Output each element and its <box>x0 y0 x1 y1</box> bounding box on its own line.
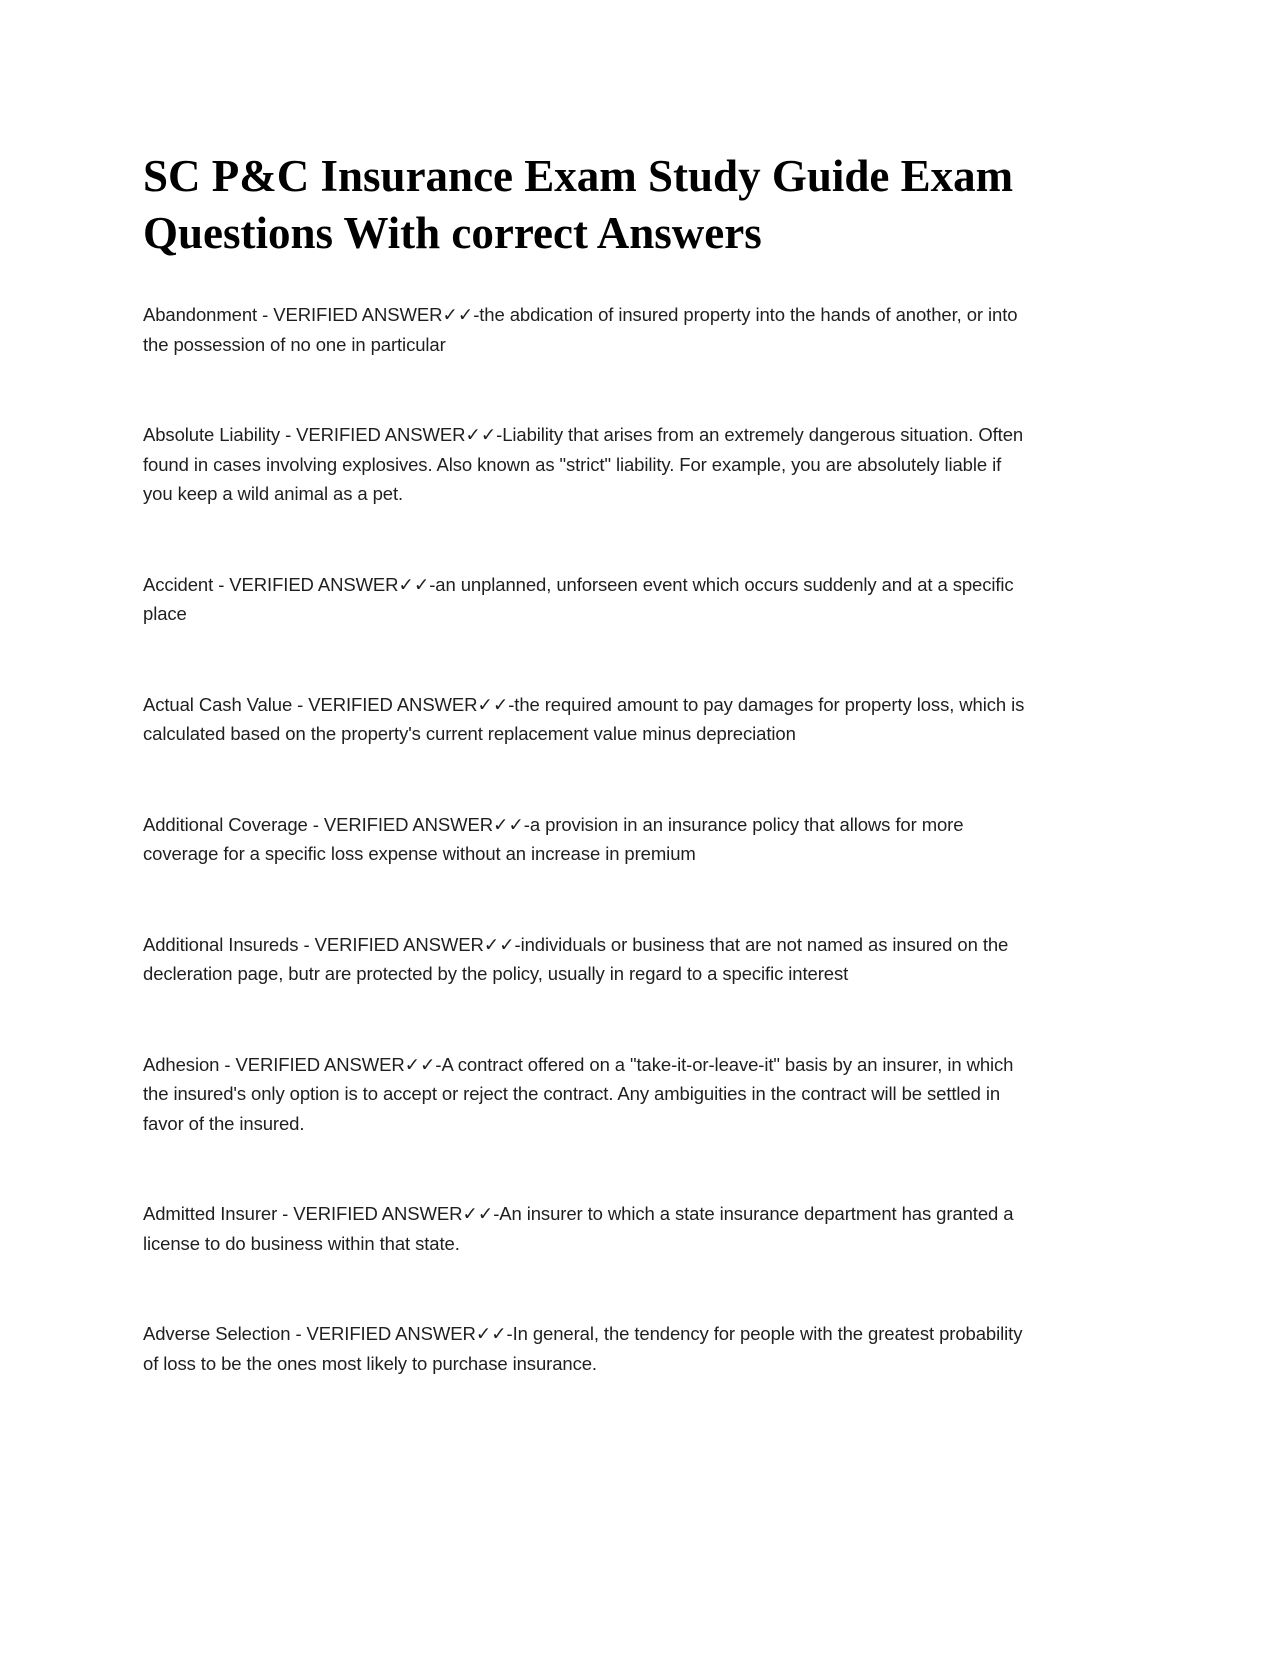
definition-text: the required amount to pay damages for property loss, which is calculated based on the property's current replacement value minus depreciation <box>143 693 1030 744</box>
definition-entry <box>143 1319 1033 1378</box>
verified-answer-marker: - VERIFIED ANSWER✓✓- <box>290 1323 513 1344</box>
definitions-list <box>143 300 1033 1378</box>
verified-answer-marker: - VERIFIED ANSWER✓✓- <box>292 693 515 715</box>
definition-text: the abdication of insured property into the hands of another, or into the possession of no one in particular <box>143 304 1023 355</box>
definition-text: individuals or business that are not named as insured on the decleration page, butr are protected by the policy, usually in regard to a specific interest <box>143 933 1014 984</box>
term-text: Accident <box>143 573 214 595</box>
definition-entry <box>143 930 1033 989</box>
definition-entry <box>143 420 1033 509</box>
verified-answer-marker: - VERIFIED ANSWER✓✓- <box>213 573 436 595</box>
definition-entry <box>143 810 1033 869</box>
definition-text: a provision in an insurance policy that allows for more coverage for a specific loss expense without an increase in premium <box>143 813 969 864</box>
definition-entry <box>143 1050 1033 1139</box>
definition-text: Liability that arises from an extremely dangerous situation. Often found in cases involving explosives. Also known as "strict" liability. For example, you are absolutely liable if you keep a wild animal as a pet. <box>143 424 1029 504</box>
verified-answer-marker: - VERIFIED ANSWER✓✓- <box>298 933 521 955</box>
verified-answer-marker: - VERIFIED ANSWER✓✓- <box>277 1203 500 1224</box>
term-text: Adhesion <box>143 1053 220 1075</box>
definition-text: In general, the tendency for people with the greatest probability of loss to be the ones most likely to purchase insurance. <box>143 1323 1028 1374</box>
term-text: Absolute Liability <box>143 424 281 445</box>
term-text: Admitted Insurer <box>143 1203 278 1224</box>
definition-entry <box>143 1199 1033 1258</box>
definition-text: A contract offered on a "take-it-or-leave-it" basis by an insurer, in which the insured's only option is to accept or reject the contract. Any ambiguities in the contract will be settled in favor of the insured. <box>143 1053 1019 1134</box>
verified-answer-marker: - VERIFIED ANSWER✓✓- <box>257 304 480 325</box>
term-text: Additional Coverage <box>143 813 308 835</box>
term-text: Abandonment <box>143 304 258 325</box>
verified-answer-marker: - VERIFIED ANSWER✓✓- <box>219 1053 442 1075</box>
verified-answer-marker: - VERIFIED ANSWER✓✓- <box>307 813 530 835</box>
term-text: Additional Insureds <box>143 933 299 955</box>
definition-entry <box>143 690 1033 749</box>
verified-answer-marker: - VERIFIED ANSWER✓✓- <box>280 424 503 445</box>
term-text: Actual Cash Value <box>143 693 293 715</box>
term-text: Adverse Selection <box>143 1323 291 1344</box>
definition-entry <box>143 570 1033 629</box>
definition-entry <box>143 300 1033 359</box>
page-title: SC P&C Insurance Exam Study Guide Exam Questions With correct Answers <box>143 151 1014 258</box>
definition-text: An insurer to which a state insurance department has granted a license to do business within that state. <box>143 1203 1019 1254</box>
definition-text: an unplanned, unforseen event which occurs suddenly and at a specific place <box>143 573 1019 624</box>
